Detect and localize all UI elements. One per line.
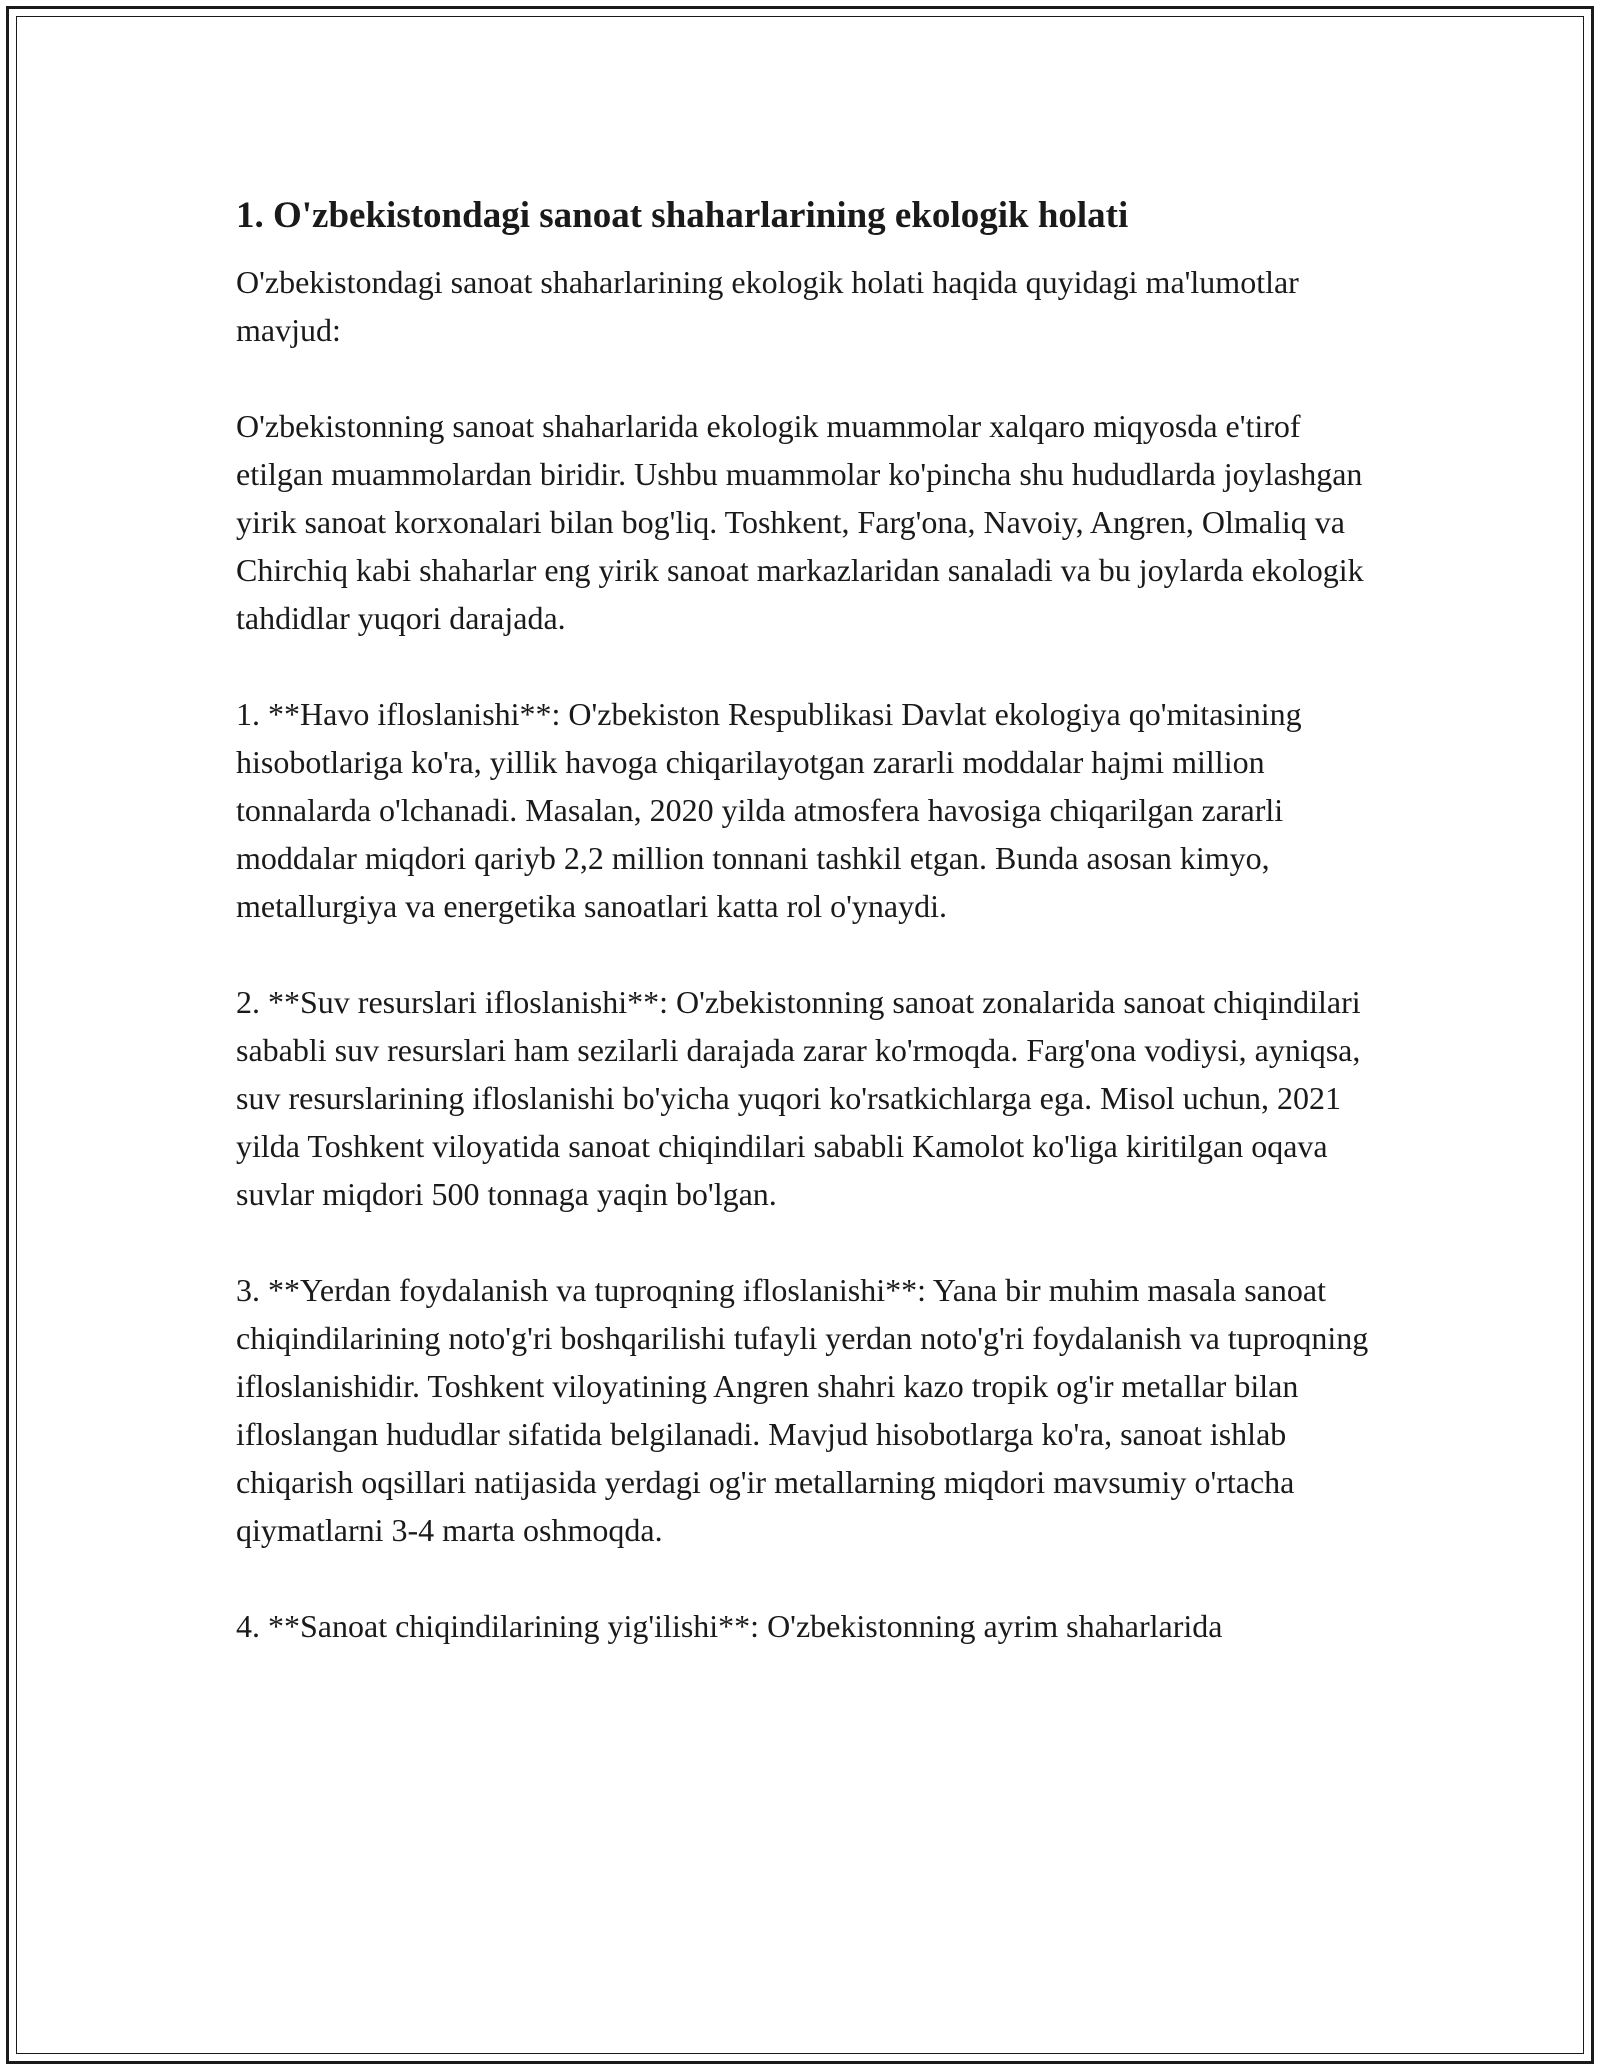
- paragraph-soil-pollution: 3. **Yerdan foydalanish va tuproqning ifloslanishi**: Yana bir muhim masala sanoat chiqindilarining noto'g'ri boshqarilishi tufayli yerdan noto'g'ri foydalanish va tuproqning ifloslanishidir. Toshkent viloyatining Angren shahri kazo tropik og'ir metallar bilan ifloslangan hududlar sifatida belgilanadi. Mavjud hisobotlarga ko'ra, sanoat ishlab chiqarish oqsillari natijasida yerdagi og'ir metallarning miqdori mavsumiy o'rtacha qiymatlarni 3-4 marta oshmoqda.: [236, 1272, 1369, 1548]
- document-body: [236, 188, 1376, 1698]
- paragraph-air-pollution: 1. **Havo ifloslanishi**: O'zbekiston Respublikasi Davlat ekologiya qo'mitasining hisobotlariga ko'ra, yillik havoga chiqarilayotgan zararli moddalar hajmi million tonnalarda o'lchanadi. Masalan, 2020 yilda atmosfera havosiga chiqarilgan zararli moddalar miqdori qariyb 2,2 million tonnani tashkil etgan. Bunda asosan kimyo, metallurgiya va energetika sanoatlari katta rol o'ynaydi.: [236, 696, 1302, 924]
- paragraph-overview: O'zbekistonning sanoat shaharlarida ekologik muammolar xalqaro miqyosda e'tirof etilgan muammolardan biridir. Ushbu muammolar ko'pincha shu hududlarda joylashgan yirik sanoat korxonalari bilan bog'liq. Toshkent, Farg'ona, Navoiy, Angren, Olmaliq va Chirchiq kabi shaharlar eng yirik sanoat markazlaridan sanaladi va bu joylarda ekologik tahdidlar yuqori darajada.: [236, 408, 1364, 636]
- paragraph-water-pollution: 2. **Suv resurslari ifloslanishi**: O'zbekistonning sanoat zonalarida sanoat chiqindilari sababli suv resurslari ham sezilarli darajada zarar ko'rmoqda. Farg'ona vodiysi, ayniqsa, suv resurslarining ifloslanishi bo'yicha yuqori ko'rsatkichlarga ega. Misol uchun, 2021 yilda Toshkent viloyatida sanoat chiqindilari sababli Kamolot ko'liga kiritilgan oqava suvlar miqdori 500 tonnaga yaqin bo'lgan.: [236, 984, 1361, 1212]
- paragraph-industrial-waste: 4. **Sanoat chiqindilarining yig'ilishi**: O'zbekistonning ayrim shaharlarida: [236, 1608, 1223, 1644]
- document-title: 1. O'zbekistondagi sanoat shaharlarining ekologik holati: [236, 195, 1129, 236]
- paragraph-intro: O'zbekistondagi sanoat shaharlarining ekologik holati haqida quyidagi ma'lumotlar mavjud:: [236, 264, 1299, 348]
